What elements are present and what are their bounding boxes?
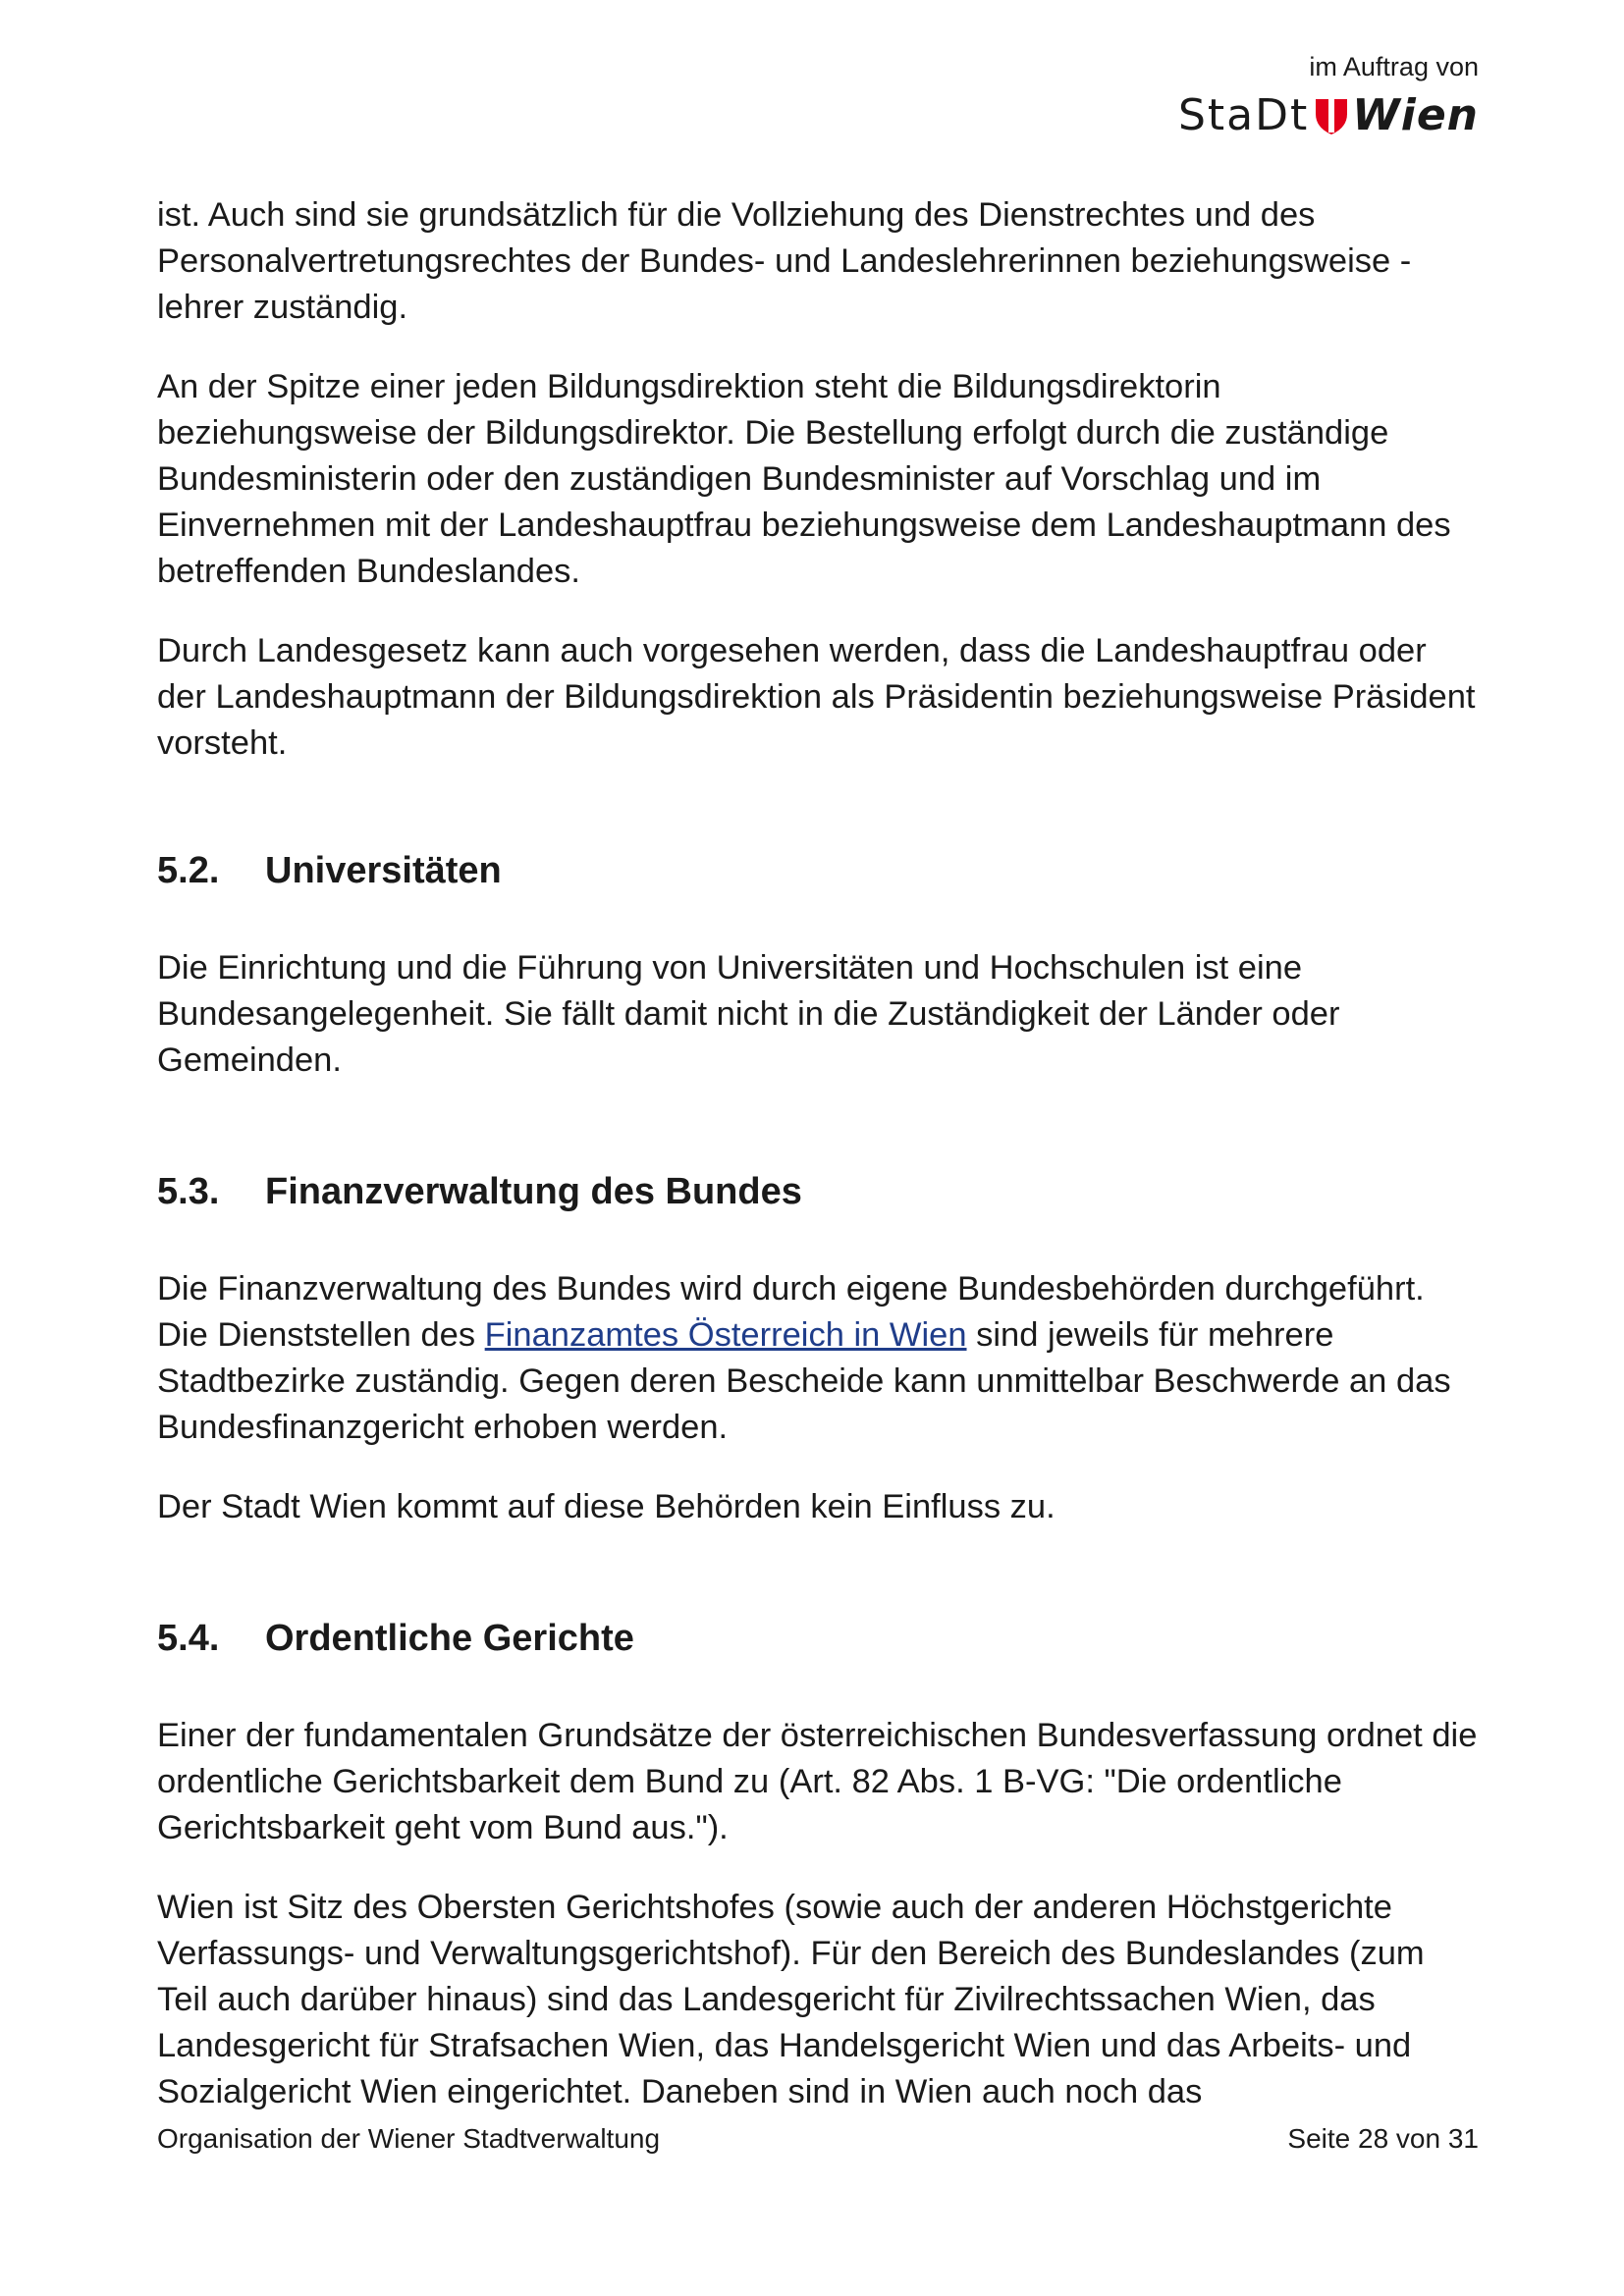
body-paragraph-with-link [157,1266,1483,1451]
body-paragraph: Einer der fundamentalen Grundsätze der österreichischen Bundesverfassung ordnet die ordentliche Gerichtsbarkeit dem Bund zu (Art. 82 Abs. 1 B-VG: "Die ordentliche Gerichtsbarkeit geht vom Bund aus."). [157,1717,1478,1846]
text-before-link: Die Finanzverwaltung des Bundes wird durch eigene Bundesbehörden durchgeführt. Die Dienststellen des [157,1270,1425,1354]
logo-wien-text: Wien [1352,90,1479,140]
section-title: Universitäten [265,850,502,891]
section-heading-gerichte [157,1615,1483,1662]
body-paragraph: Die Einrichtung und die Führung von Universitäten und Hochschulen ist eine Bundesangelegenheit. Sie fällt damit nicht in die Zuständigkeit der Länder oder Gemeinden. [157,949,1340,1079]
section-title: Finanzverwaltung des Bundes [265,1171,802,1212]
section-number: 5.4. [157,1618,220,1659]
section-number: 5.3. [157,1171,220,1212]
page-footer [157,2122,1479,2156]
body-paragraph: ist. Auch sind sie grundsätzlich für die Vollziehung des Dienstrechtes und des Personalvertretungsrechtes der Bundes- und Landeslehrerinnen beziehungsweise -lehrer zuständig. [157,196,1412,326]
section-heading-universitaeten [157,847,1483,894]
vienna-coat-of-arms-icon [1315,96,1348,135]
footer-page-number: Seite 28 von 31 [1287,2123,1479,2154]
finanzamt-link[interactable]: Finanzamtes Österreich in Wien [484,1316,967,1354]
footer-document-title: Organisation der Wiener Stadtverwaltung [157,2123,661,2154]
body-paragraph: Der Stadt Wien kommt auf diese Behörden kein Einfluss zu. [157,1488,1056,1525]
text-after-link: sind jeweils für mehrere Stadtbezirke zuständig. Gegen deren Bescheide kann unmittelbar Beschwerde an das Bundesfinanzgericht erhoben werden. [157,1316,1451,1446]
body-paragraph: An der Spitze einer jeden Bildungsdirektion steht die Bildungsdirektorin beziehungsweise der Bildungsdirektor. Die Bestellung erfolgt durch die zuständige Bundesministerin oder den zuständigen Bundesminister auf Vorschlag und im Einvernehmen mit der Landeshauptfrau beziehungsweise dem Landeshauptmann des betreffenden Bundeslandes. [157,368,1451,590]
section-title: Ordentliche Gerichte [265,1618,634,1659]
page-header [1178,51,1479,139]
page-content [157,192,1483,2115]
body-paragraph: Durch Landesgesetz kann auch vorgesehen werden, dass die Landeshauptfrau oder der Landeshauptmann der Bildungsdirektion als Präsidentin beziehungsweise Präsident vorsteht. [157,632,1476,762]
commission-note: im Auftrag von [1309,52,1479,81]
logo-stadt-text: StaDt [1177,90,1310,140]
stadt-wien-logo [1178,92,1479,139]
body-paragraph: Wien ist Sitz des Obersten Gerichtshofes (sowie auch der anderen Höchstgerichte Verfassungs- und Verwaltungsgerichtshof). Für den Bereich des Bundeslandes (zum Teil auch darüber hinaus) sind das Landesgericht für Zivilrechtssachen Wien, das Landesgericht für Strafsachen Wien, das Handelsgericht Wien und das Arbeits- und Sozialgericht Wien eingerichtet. Daneben sind in Wien auch noch das [157,1889,1425,2110]
section-heading-finanzverwaltung [157,1168,1483,1215]
section-number: 5.2. [157,850,220,891]
